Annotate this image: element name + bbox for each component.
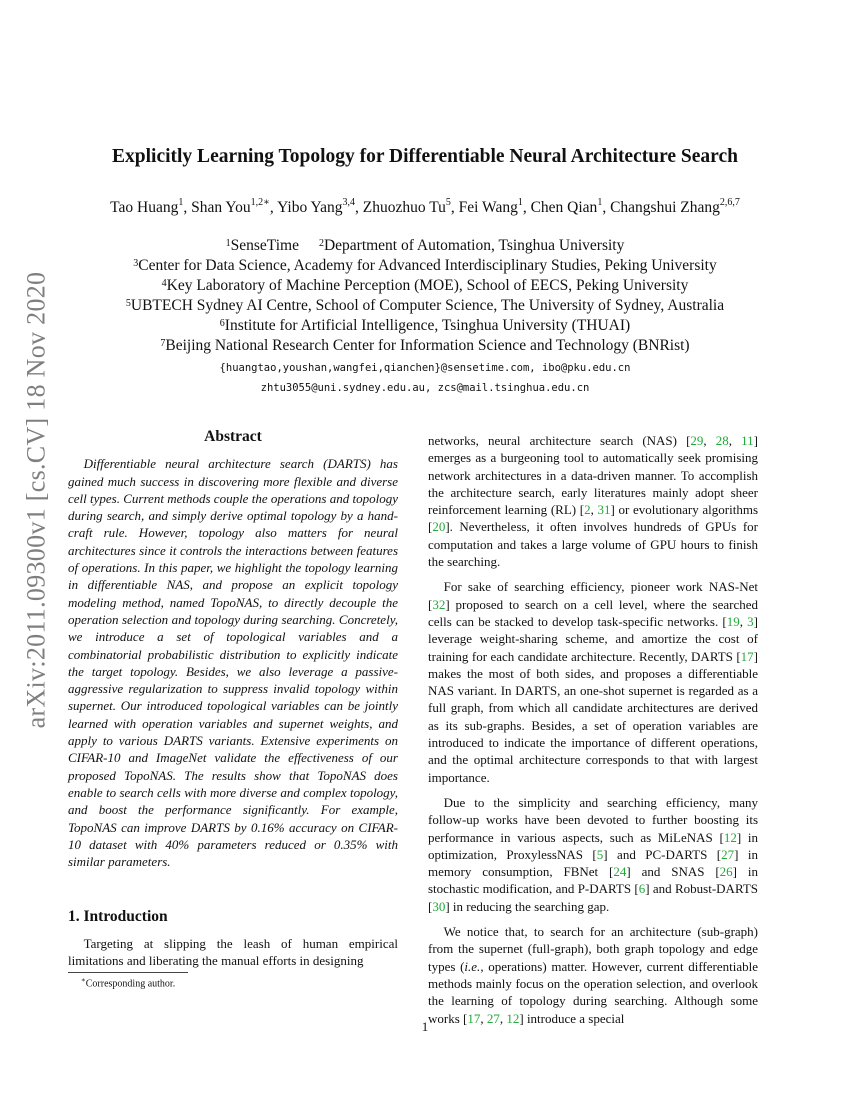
right-column <box>428 432 758 1035</box>
author-affil-mark: 1 <box>178 197 184 208</box>
author-affil-mark: 2,6,7 <box>719 197 740 208</box>
footnote-mark: ∗ <box>81 976 86 984</box>
affiliation-text: Center for Data Science, Academy for Advanced Interdisciplinary Studies, Peking University <box>138 257 717 274</box>
affiliation-text: Beijing National Research Center for Information Science and Technology (BNRist) <box>165 337 690 354</box>
citation-link[interactable]: 17 <box>467 1010 481 1026</box>
body-paragraph: For sake of searching efficiency, pioneer work NAS-Net [32] proposed to search on a cell level, where the searched cells can be stacked to develop task-specific networks. [19, 3] leverage weight-sharing scheme, and amortize the cost of training for each candidate architecture. Recently, DARTS [17] makes the most of both sides, and proposes a differentiable NAS variant. In DARTS, an one-shot supernet is regarded as a full graph, from which all candidate architectures are derived as its sub-graphs. Besides, a set of operation variables are introduced to indicate the importance of different operations, and the optimal architecture corresponds to that with largest importance. <box>428 579 759 785</box>
citation-link[interactable]: 12 <box>506 1010 520 1026</box>
affiliation-line <box>40 316 810 336</box>
page-number: 1 <box>421 1019 429 1034</box>
italic-text: i.e. <box>464 958 481 974</box>
affiliation-text: Institute for Artificial Intelligence, Tsinghua University (THUAI) <box>224 317 631 334</box>
affiliations <box>40 236 810 356</box>
body-paragraph: networks, neural architecture search (NAS) [29, 28, 11] emerges as a burgeoning tool to automatically seek promising network architectures in a data-driven manner. To accomplish the architecture search, early literatures mainly adopt sheer reinforcement learning (RL) [2, 31] or evolutionary algorithms [20]. Nevertheless, it often involves hundreds of GPUs for computation and takes a large volume of GPU hours to finish the searching. <box>428 433 759 570</box>
author-affil-mark: 1 <box>597 197 603 208</box>
author <box>191 199 270 216</box>
emails <box>40 358 810 398</box>
citation-link[interactable]: 3 <box>747 613 754 629</box>
author <box>277 199 355 216</box>
author <box>531 199 603 216</box>
citation-link[interactable]: 32 <box>432 596 446 612</box>
author-name: Chen Qian <box>530 199 598 216</box>
citation-link[interactable]: 26 <box>719 864 733 880</box>
citation-link[interactable]: 12 <box>723 829 737 845</box>
affiliation <box>226 237 299 254</box>
citation-link[interactable]: 24 <box>613 864 627 880</box>
author-affil-mark: 1,2∗ <box>250 197 270 208</box>
left-column <box>68 428 398 977</box>
abstract-heading: Abstract <box>204 428 262 445</box>
affiliation-mark: 5 <box>125 298 131 309</box>
affiliation-line <box>40 256 810 276</box>
citation-link[interactable]: 6 <box>638 881 646 897</box>
body-paragraph: We notice that, to search for an architecture (sub-graph) from the supernet (full-graph), both graph topology and edge types (i.e., operations) matter. However, current differentiable methods mainly focus on the operation selection, and overlook the learning of topology during searching. Although some works [17, 27, 12] introduce a special <box>428 924 758 1026</box>
author-list: Tao Huang$^1$, Shan You$^{1,2∗}$, Yibo Yang$^{3,4}$, Zhuozhuo Tu$^5$, Fei Wang$^1$, Chen Qian$^1$, Changshui Zhang$^{2,6,7}$ <box>110 197 740 216</box>
citation-link[interactable]: 27 <box>721 846 735 862</box>
author-name: Zhuozhuo Tu <box>362 199 446 216</box>
affiliation-text: Department of Automation, Tsinghua University <box>323 237 625 254</box>
affiliation-mark: 7 <box>160 338 166 349</box>
author-name: Changshui Zhang <box>610 199 720 216</box>
paper-title: Explicitly Learning Topology for Differentiable Neural Architecture Search <box>112 146 738 167</box>
author-name: Tao Huang <box>110 199 179 216</box>
abstract-text: Differentiable neural architecture search (DARTS) has gained much success in discovering more flexible and diverse cell types. Current methods couple the operations and topology during search, and simply derive optimal topology by a hand-craft rule. However, topology also matters for neural architectures since it controls the interactions between features of operations. In this paper, we highlight the topology learning in differentiable NAS, and propose an explicit topology modeling method, named TopoNAS, to directly decouple the operation selection and topology during searching. Concretely, we introduce a set of topological variables and a combinatorial probabilistic distribution to explicitly indicate the target topology. Besides, we also leverage a passive-aggressive regularization to suppress invalid topology within supernet. Our introduced topological variables can be jointly learned with operation variables and supernet weights, and apply to various DARTS variants. Extensive experiments on CIFAR-10 and ImageNet validate the effectiveness of our proposed TopoNAS. The results show that TopoNAS does enable to search cells with more diverse and complex topology, and boost the performance significantly. For example, TopoNAS can improve DARTS by 0.16% accuracy on CIFAR-10 dataset with 40% parameters reduced or 0.35% with similar parameters. <box>68 456 398 870</box>
author <box>110 199 183 216</box>
citation-link[interactable]: 28 <box>715 433 729 448</box>
citation-link[interactable]: 30 <box>432 898 446 914</box>
affiliation-line <box>40 236 810 256</box>
author-name: Yibo Yang <box>277 199 343 216</box>
citation-link[interactable]: 20 <box>432 519 446 535</box>
affiliation-mark: 1 <box>225 238 231 249</box>
arxiv-stamp-text: arXiv:2011.09300v1 [cs.CV] 18 Nov 2020 <box>21 271 51 729</box>
affiliation <box>319 237 624 254</box>
affiliation-line <box>40 336 810 356</box>
citation-link[interactable]: 19 <box>726 613 740 629</box>
citation-link[interactable]: 2 <box>584 502 591 518</box>
author-affil-mark: 5 <box>445 197 451 208</box>
introduction-heading: 1. Introduction <box>68 908 168 926</box>
author-name: Shan You <box>191 199 251 216</box>
author-affil-mark: 1 <box>517 197 523 208</box>
affiliation-mark: 6 <box>219 318 225 329</box>
affiliation-line <box>40 296 810 316</box>
affiliation-text: Key Laboratory of Machine Perception (MOE), School of EECS, Peking University <box>166 277 689 294</box>
author <box>363 199 451 216</box>
footnote-text: Corresponding author. <box>85 978 176 990</box>
email-line: zhtu3055@uni.sydney.edu.au, zcs@mail.tsinghua.edu.cn <box>260 382 590 394</box>
author-affil-mark: 3,4 <box>342 197 356 208</box>
affiliation-mark: 2 <box>318 238 324 249</box>
author <box>610 199 740 216</box>
email-line: {huangtao,youshan,wangfei,qianchen}@sensetime.com, ibo@pku.edu.cn <box>219 362 631 374</box>
intro-paragraph: Targeting at slipping the leash of human empirical limitations and liberating the manual efforts in designing <box>68 935 398 969</box>
footnote <box>81 976 175 989</box>
affiliation-line <box>40 276 810 296</box>
citation-link[interactable]: 17 <box>740 648 754 664</box>
affiliation-text: SenseTime <box>230 237 299 254</box>
body-paragraph: Due to the simplicity and searching efficiency, many follow-up works have been devoted to further boosting its performance in various aspects, such as MiLeNAS [12] in optimization, ProxylessNAS [5] and PC-DARTS [27] in memory consumption, FBNet [24] and SNAS [26] in stochastic modification, and P-DARTS [6] and Robust-DARTS [30] in reducing the searching gap. <box>428 794 759 914</box>
affiliation-text: UBTECH Sydney AI Centre, School of Computer Science, The University of Sydney, Australia <box>130 297 725 314</box>
citation-link[interactable]: 11 <box>741 433 754 448</box>
citation-link[interactable]: 31 <box>597 502 611 518</box>
affiliation-mark: 4 <box>161 278 167 289</box>
author-name: Fei Wang <box>458 199 518 216</box>
citation-link[interactable]: 29 <box>690 433 704 448</box>
affiliation-mark: 3 <box>133 258 139 269</box>
citation-link[interactable]: 27 <box>486 1010 500 1026</box>
author <box>459 199 523 216</box>
citation-link[interactable]: 5 <box>596 846 604 862</box>
